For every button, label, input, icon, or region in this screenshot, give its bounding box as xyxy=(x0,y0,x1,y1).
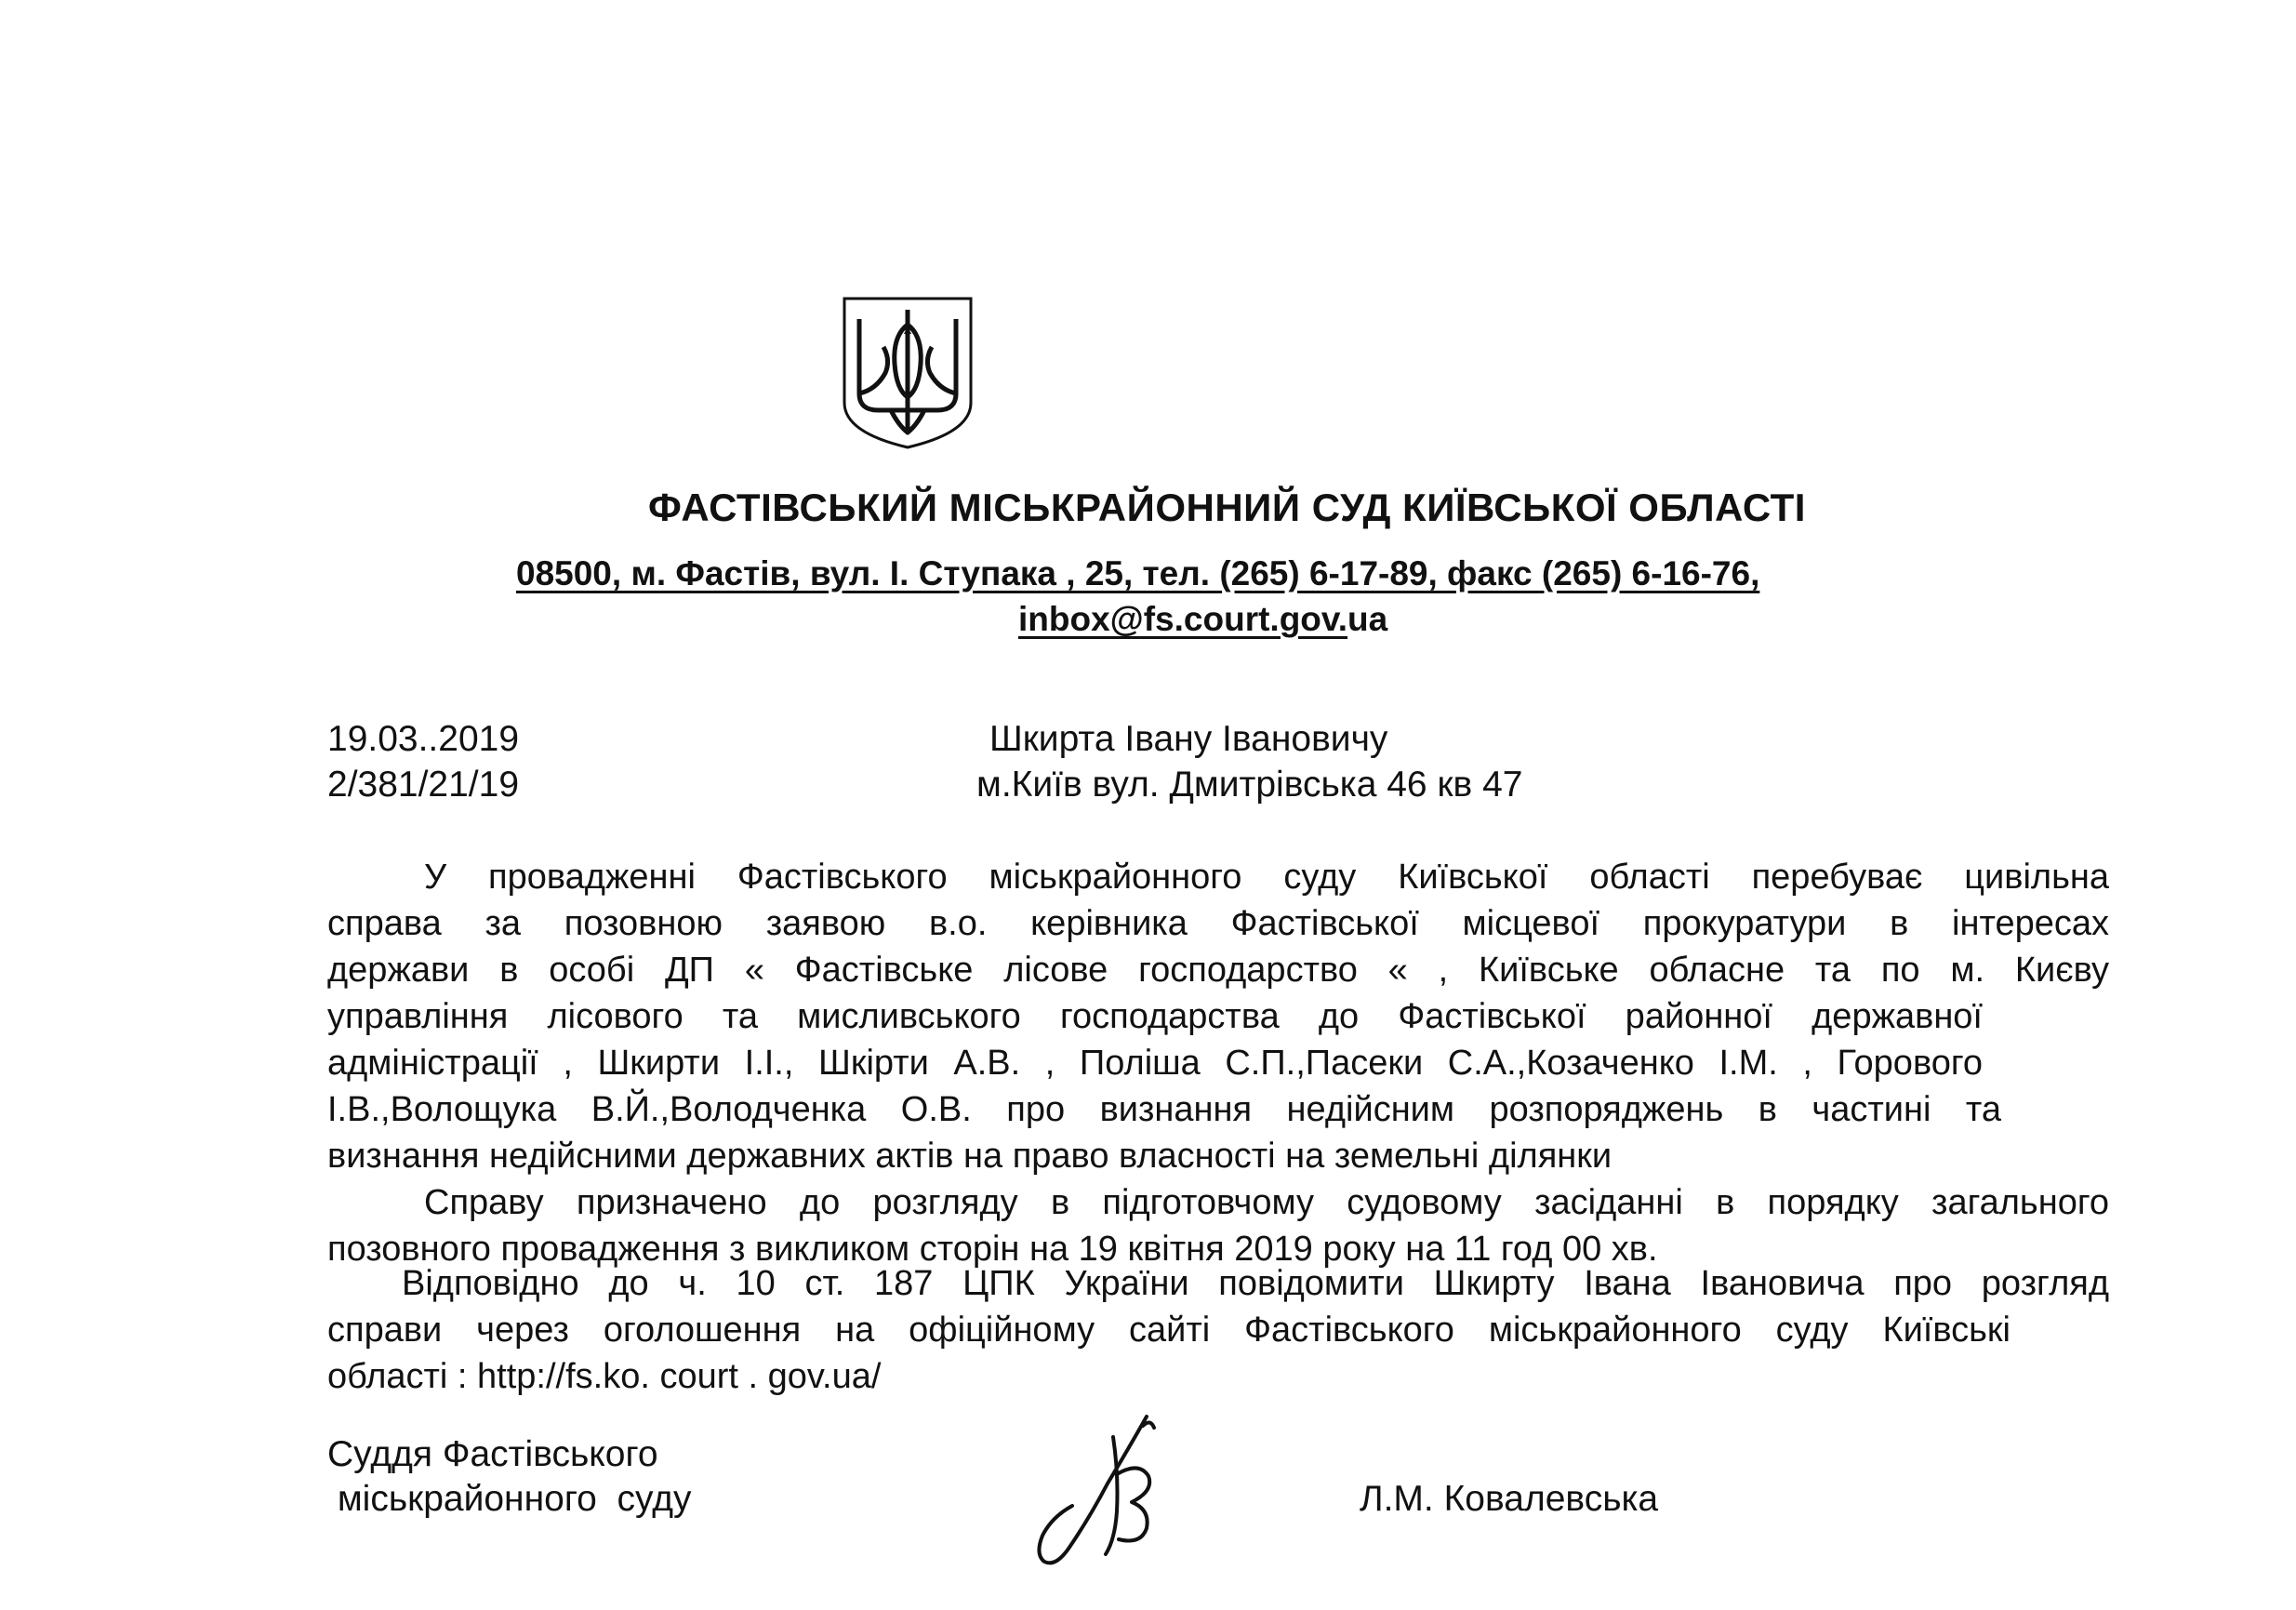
handwritten-signature xyxy=(1028,1409,1176,1572)
body-line: держави в особі ДП « Фастівське лісове господарство « , Київське обласне та по м. Києву xyxy=(327,951,2109,990)
body-line: Справу призначено до розгляду в підготовчому судовому засіданні в порядку загального xyxy=(424,1183,2109,1222)
body-line: управління лісового та мисливського господарства до Фастівської районної державної xyxy=(327,997,1983,1036)
body-line: І.В.,Волощука В.Й.,Володченка О.В. про визнання недійсним розпоряджень в частині та xyxy=(327,1090,2001,1129)
body-line: адміністрації , Шкирти І.І., Шкірти А.В. , Поліша С.П.,Пасеки С.А.,Козаченко І.М. , Горового xyxy=(327,1044,1983,1083)
judge-title-line-1: Суддя Фастівського xyxy=(327,1434,658,1474)
body-paragraph-3 xyxy=(327,1260,2109,1400)
judge-title-line-2: міськрайонного суду xyxy=(327,1479,692,1519)
body-line: справа за позовною заявою в.о. керівника Фастівської місцевої прокуратури в інтересах xyxy=(327,904,2109,943)
court-email-tld: ua xyxy=(1347,600,1388,638)
court-email xyxy=(1018,600,1387,639)
trident-coat-of-arms-icon xyxy=(839,293,976,451)
recipient-name: Шкирта Івану Івановичу xyxy=(989,719,1388,759)
body-line[interactable]: області : http://fs.ko. court . gov.ua/ xyxy=(327,1357,882,1396)
case-number: 2/381/21/19 xyxy=(327,765,520,805)
body-line: Відповідно до ч. 10 ст. 187 ЦПК України повідомити Шкирту Івана Івановича про розгляд xyxy=(402,1264,2109,1303)
court-address: 08500, м. Фастів, вул. І. Ступака , 25, тел. (265) 6-17-89, факс (265) 6-16-76, xyxy=(516,554,1760,592)
recipient-address: м.Київ вул. Дмитрівська 46 кв 47 xyxy=(976,765,1523,805)
document-date: 19.03..2019 xyxy=(327,719,520,759)
court-name: ФАСТІВСЬКИЙ МІСЬКРАЙОННИЙ СУД КИЇВСЬКОЇ ОБЛАСТІ xyxy=(648,486,1806,529)
signer-name: Л.М. Ковалевська xyxy=(1360,1479,1659,1519)
body-paragraph-1 xyxy=(327,854,2109,1179)
body-line: позовного провадження з викликом сторін на 19 квітня 2019 року на 11 год 00 хв. xyxy=(327,1230,1658,1269)
court-email-user[interactable]: inbox@fs.court.gov. xyxy=(1018,600,1348,638)
body-line: У провадженні Фастівського міськрайонного суду Київської області перебуває цивільна xyxy=(424,858,2109,897)
body-line: справи через оголошення на офіційному сайті Фастівського міськрайонного суду Київські xyxy=(327,1311,2011,1350)
body-paragraph-2 xyxy=(327,1179,2109,1272)
body-line: визнання недійсними державних актів на право власності на земельні ділянки xyxy=(327,1137,1613,1176)
judge-title xyxy=(327,1432,692,1522)
